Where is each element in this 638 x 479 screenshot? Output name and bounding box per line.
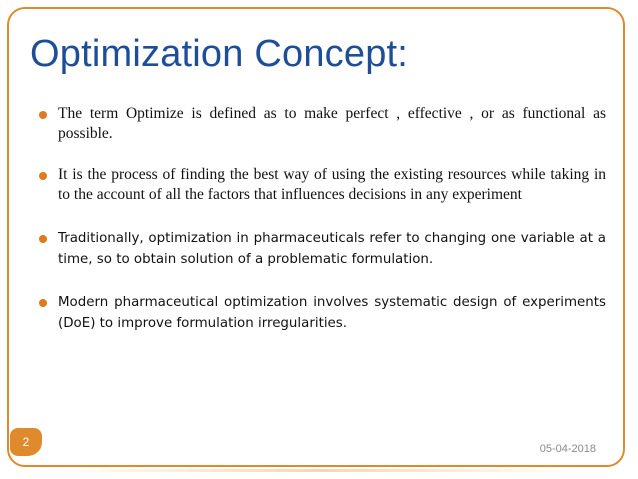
bullet-item-1 [38,104,606,144]
bullet-list [38,104,606,334]
slide-title: Optimization Concept: [30,33,409,75]
bullet-item-4 [38,292,606,334]
bullet-circle-icon [39,299,47,307]
bullet-text-4: Modern pharmaceutical optimization involves systematic design of experiments (DoE) to improve formulation irregularities. [58,295,606,331]
bullet-circle-icon [39,235,47,243]
bullet-text-3: Traditionally, optimization in pharmaceuticals refer to changing one variable at a time, so to obtain solution of a problematic formulation. [58,231,606,267]
bullet-item-3 [38,228,606,270]
bullet-text-1: The term Optimize is defined as to make perfect , effective , or as functional as possible. [58,105,606,142]
page-number-badge [10,428,42,456]
page-number: 2 [22,435,30,449]
bullet-text-2: It is the process of finding the best way of using the existing resources while taking in to the account of all the factors that influences decisions in any experiment [58,166,606,203]
slide-date: 05-04-2018 [539,443,596,455]
bullet-item-2 [38,165,606,205]
frame-bottom-shadow [60,469,578,472]
bullet-circle-icon [39,111,47,119]
bullet-circle-icon [39,172,47,180]
